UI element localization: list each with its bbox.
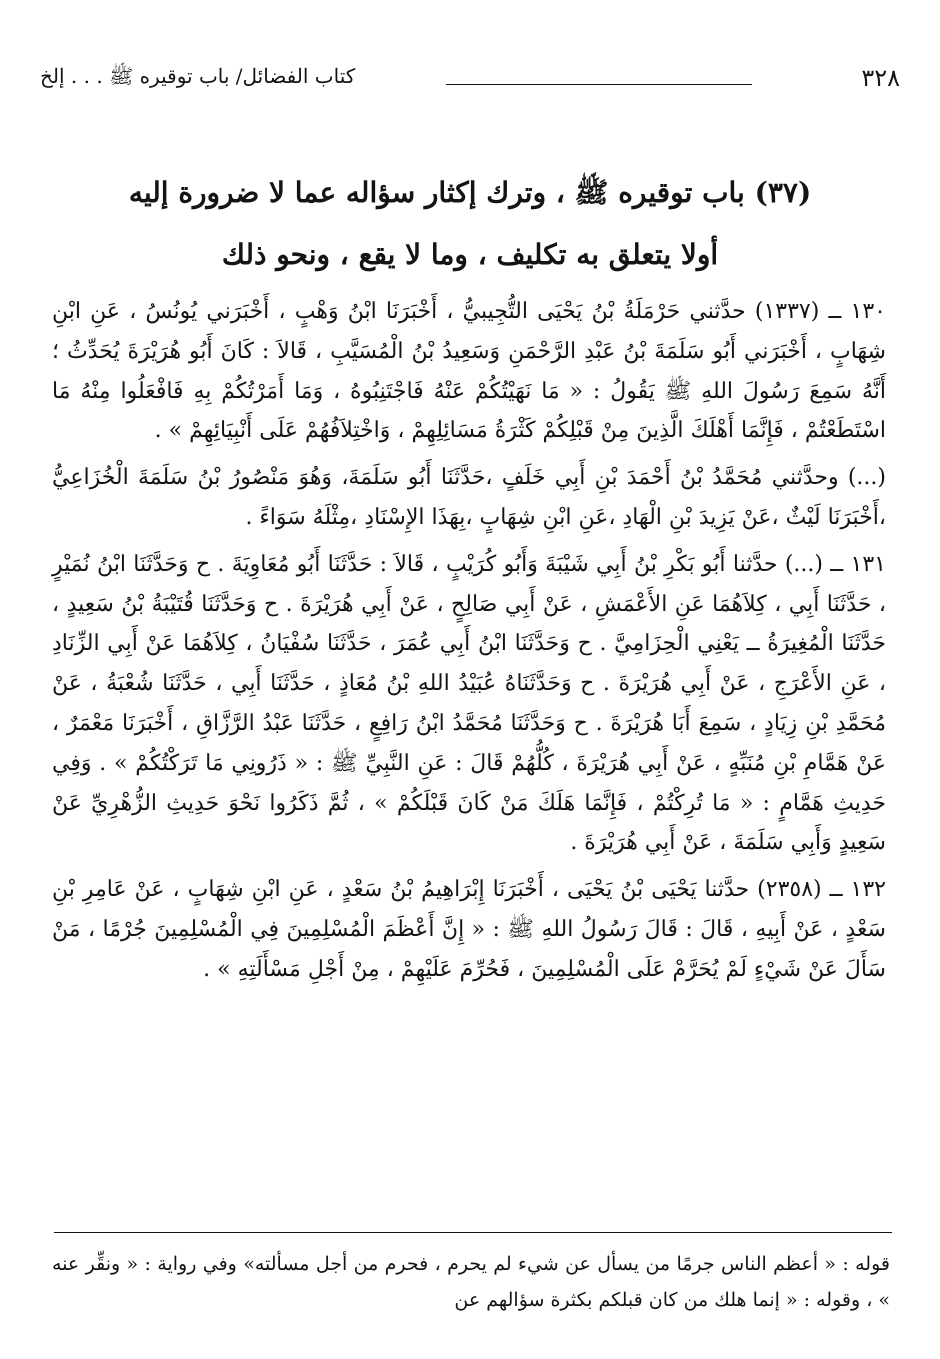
- hadith-132: ١٣٢ ــ (٢٣٥٨) حدَّثنا يَحْيَى بْنُ يَحْيَى ، أَخْبَرَنَا إِبْرَاهِيمُ بْنُ سَعْدٍ ، عَنِ ابْنِ شِهَابٍ ، عَنْ عَامِرِ بْنِ سَعْدٍ ، عَنْ أَبِيهِ ، قَالَ : قَالَ رَسُولُ اللهِ ﷺ : « إِنَّ أَعْظَمَ الْمُسْلِمِينَ فِي الْمُسْلِمِينَ جُرْمًا ، مَنْ سَأَلَ عَنْ شَيْءٍ لَمْ يُحَرَّمْ عَلَى الْمُسْلِمِينَ ، فَحُرِّمَ عَلَيْهِمْ ، مِنْ أَجْلِ مَسْأَلَتِهِ » .: [52, 877, 886, 982]
- page-header: [40, 60, 900, 100]
- hadith-130-variant: (...) وحدَّثني مُحَمَّدُ بْنُ أَحْمَدَ بْنِ أَبِي خَلَفٍ ،حَدَّثَنَا أَبُو سَلَمَةَ، وَهُوَ مَنْصُورُ بْنُ سَلَمَةَ الْخُزَاعِيُّ ،أَخْبَرَنَا لَيْثٌ ،عَنْ يَزِيدَ بْنِ الْهَادِ ،عَنِ ابْنِ شِهَابٍ ،بِهَذَا الإِسْنَادِ ،مِثْلَهُ سَوَاءً .: [52, 465, 886, 530]
- chapter-title-line-1: (٣٧) باب توقيره ﷺ ، وترك إكثار سؤاله عما لا ضرورة إليه: [128, 176, 812, 209]
- page-number: ٣٢٨: [861, 64, 900, 92]
- hadith-body: [52, 292, 886, 997]
- header-rule: [446, 84, 752, 85]
- footnote: قوله : « أعظم الناس جرمًا من يسأل عن شيء لم يحرم ، فحرم من أجل مسألته» وفي رواية : « ونقِّر عنه » ، وقوله : « إنما هلك من كان قبلكم بكثرة سؤالهم عن: [52, 1253, 890, 1311]
- running-title: كتاب الفضائل/ باب توقيره ﷺ . . . إلخ: [40, 64, 356, 88]
- chapter-title-line-2: أولا يتعلق به تكليف ، وما لا يقع ، ونحو ذلك: [221, 238, 719, 271]
- hadith-131: ١٣١ ــ (...) حدَّثنا أَبُو بَكْرِ بْنُ أَبِي شَيْبَةَ وَأَبُو كُرَيْبٍ ، قَالاَ : حَدَّثَنَا أَبُو مُعَاوِيَةَ . ح وَحَدَّثَنَا ابْنُ نُمَيْرٍ ، حَدَّثَنَا أَبِي ، كِلاَهُمَا عَنِ الأَعْمَشِ ، عَنْ أَبِي صَالِحٍ ، عَنْ أَبِي هُرَيْرَةَ . ح وَحَدَّثَنَا قُتَيْبَةُ بْنُ سَعِيدٍ ، حَدَّثَنَا الْمُغِيرَةُ ــ يَعْنِي الْحِزَامِيَّ . ح وَحَدَّثَنَا ابْنُ أَبِي عُمَرَ ، حَدَّثَنَا سُفْيَانُ ، كِلاَهُمَا عَنْ أَبِي الزِّنَادِ ، عَنِ الأَعْرَجِ ، عَنْ أَبِي هُرَيْرَةَ . ح وَحَدَّثَنَاهُ عُبَيْدُ اللهِ بْنُ مُعَاذٍ ، حَدَّثَنَا أَبِي ، حَدَّثَنَا شُعْبَةُ ، عَنْ مُحَمَّدِ بْنِ زِيَادٍ ، سَمِعَ أَبَا هُرَيْرَةَ . ح وَحَدَّثَنَا مُحَمَّدُ ابْنُ رَافِعٍ ، حَدَّثَنَا عَبْدُ الرَّزَّاقِ ، أَخْبَرَنَا مَعْمَرٌ ، عَنْ هَمَّامِ بْنِ مُنَبِّهٍ ، عَنْ أَبِي هُرَيْرَةَ ، كُلُّهُمْ قَالَ : عَنِ النَّبِيِّ ﷺ : « ذَرُونِي مَا تَرَكْتُكُمْ » . وَفِي حَدِيثِ هَمَّامٍ : « مَا تُرِكْتُمْ ، فَإِنَّمَا هَلَكَ مَنْ كَانَ قَبْلَكُمْ » ، ثُمَّ ذَكَرُوا نَحْوَ حَدِيثِ الزُّهْرِيِّ عَنْ سَعِيدٍ وَأَبِي سَلَمَةَ ، عَنْ أَبِي هُرَيْرَةَ .: [52, 551, 886, 856]
- footnote-rule: [54, 1232, 892, 1233]
- hadith-130: ١٣٠ ــ (١٣٣٧) حدَّثني حَرْمَلَةُ بْنُ يَحْيَى التُّجِيبيُّ ، أَخْبَرَنَا ابْنُ وَهْبٍ ، أَخْبَرَني يُونُسُ ، عَنِ ابْنِ شِهَابٍ ، أَخْبَرَني أَبُو سَلَمَةَ بْنُ عَبْدِ الرَّحْمَنِ وَسَعِيدُ بْنُ الْمُسَيَّبِ ، قَالاَ : كَانَ أَبُو هُرَيْرَةَ يُحَدِّثُ ؛ أَنَّهُ سَمِعَ رَسُولَ اللهِ ﷺ يَقُولُ : « مَا نَهَيْتُكُمْ عَنْهُ فَاجْتَنِبُوهُ ، وَمَا أَمَرْتُكُمْ بِهِ فَافْعَلُوا مِنْهُ مَا اسْتَطَعْتُمْ ، فَإِنَّمَا أَهْلَكَ الَّذِينَ مِنْ قَبْلِكُمْ كَثْرَةُ مَسَائِلِهِمْ ، وَاخْتِلاَفُهُمْ عَلَى أَنْبِيَائِهِمْ » .: [52, 299, 886, 444]
